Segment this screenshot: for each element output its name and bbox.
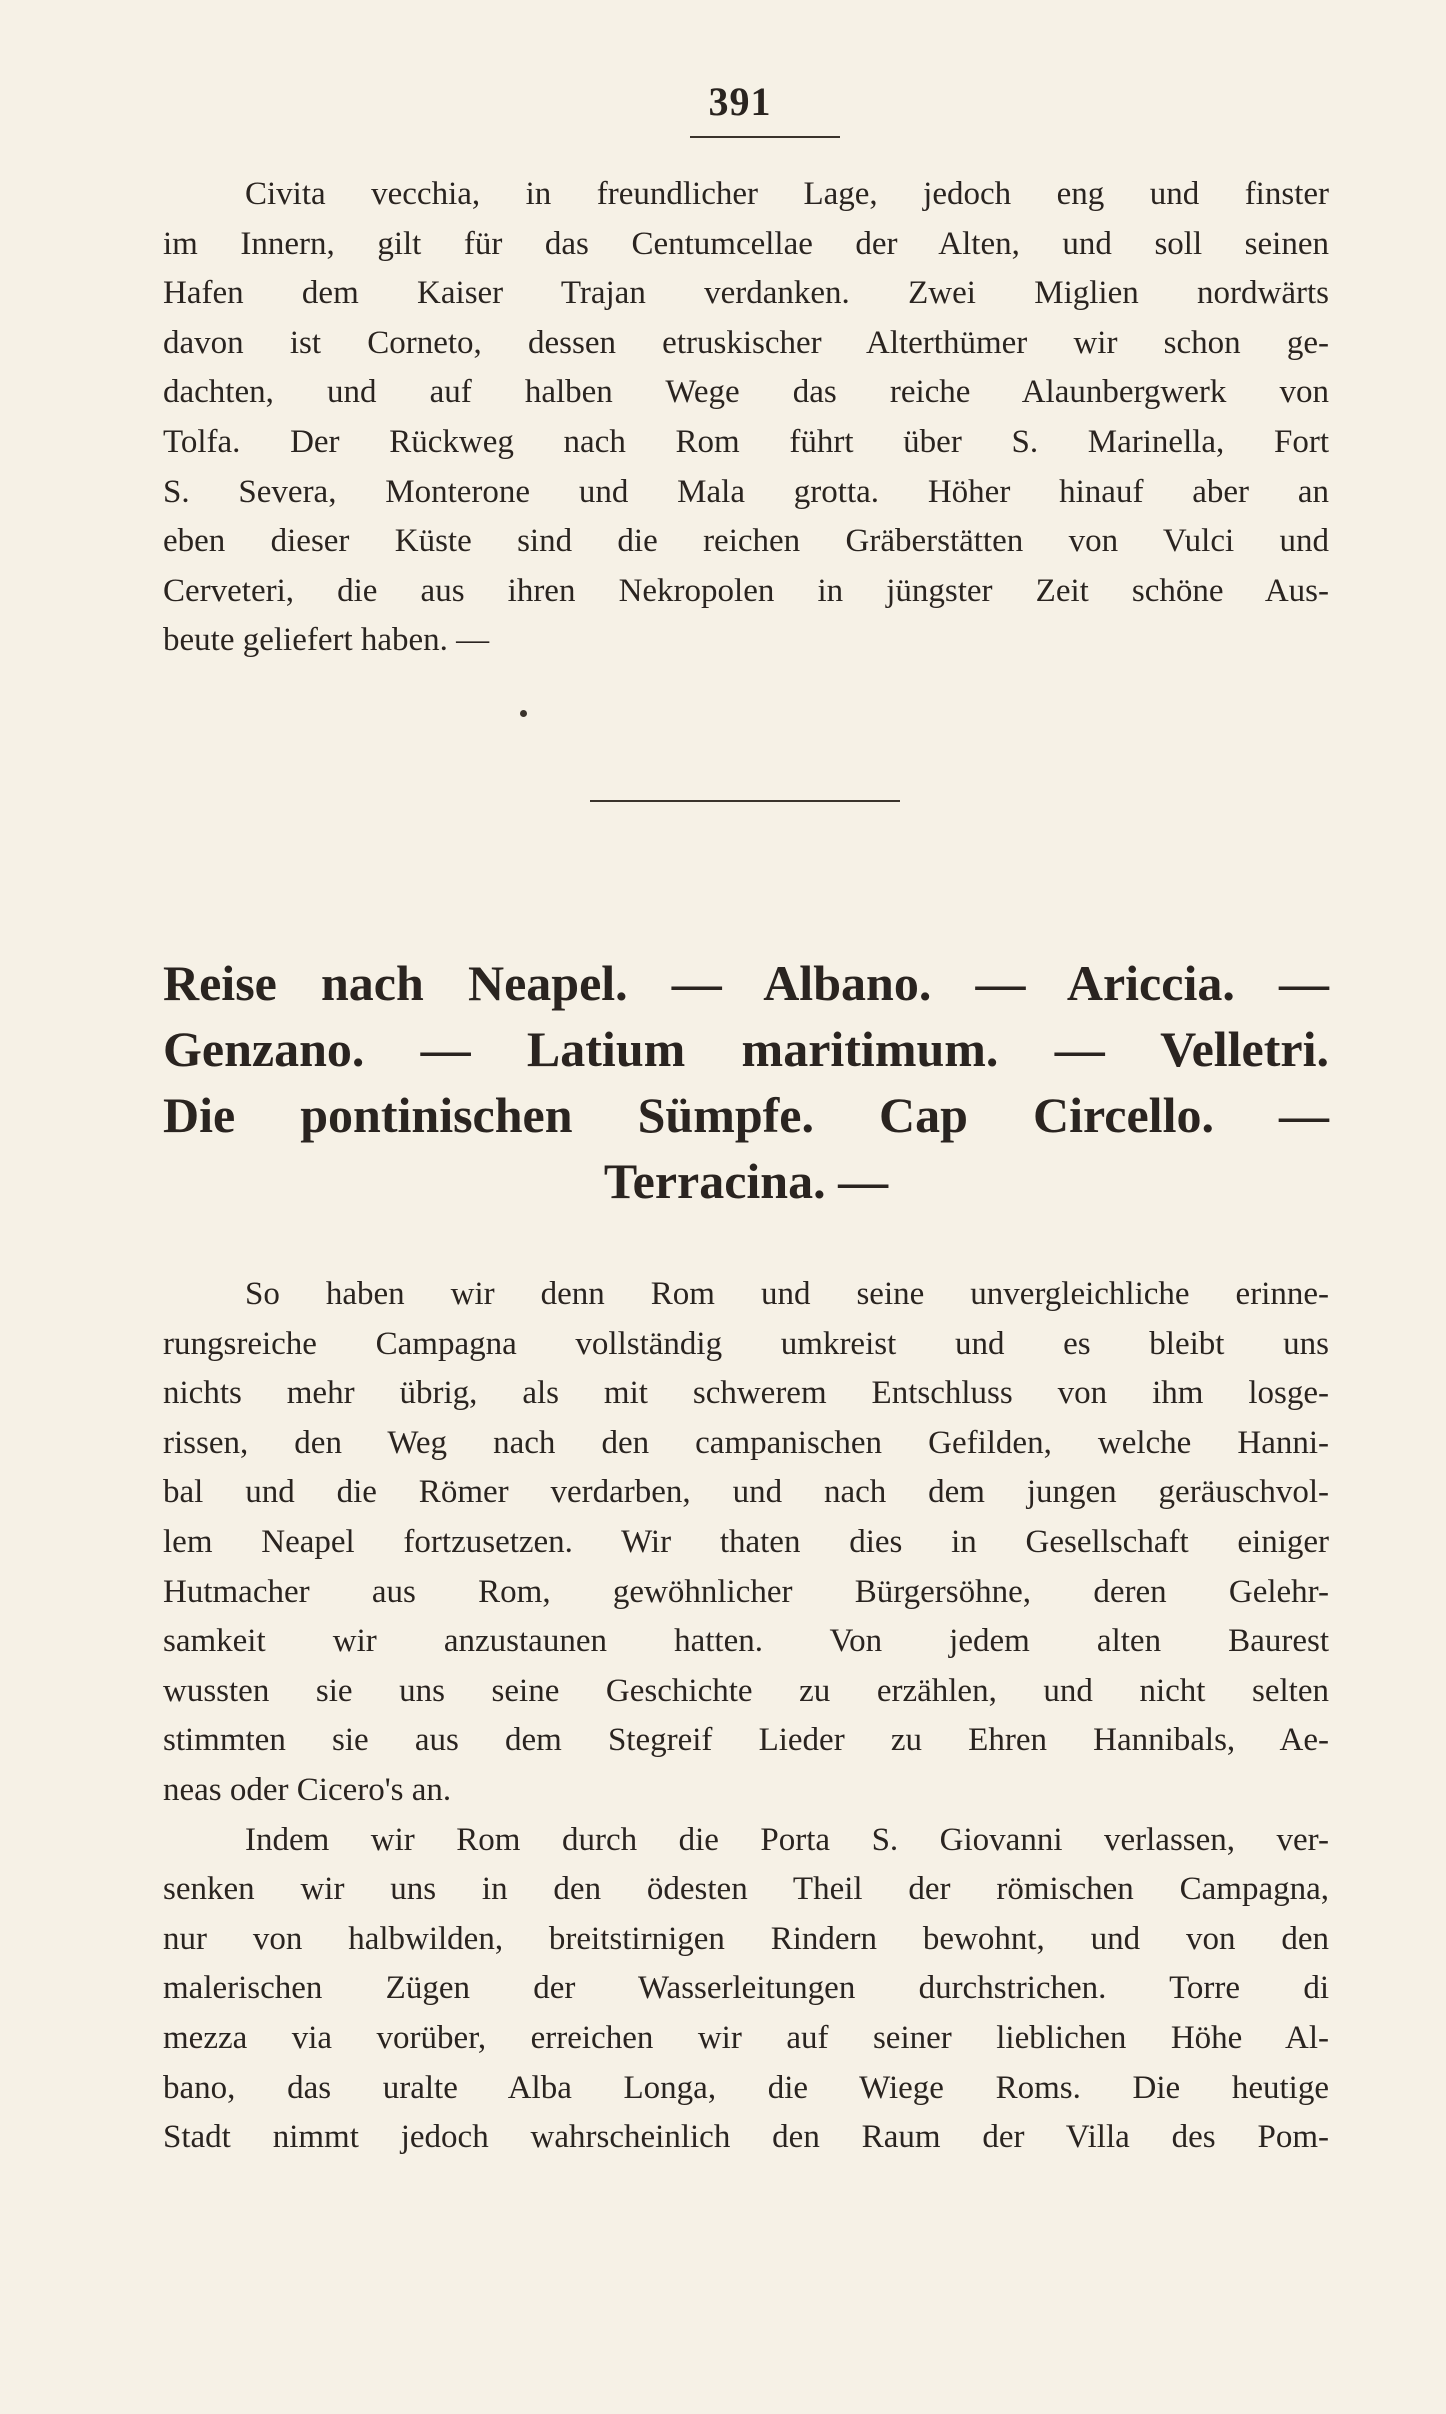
text-line: dachten, und auf halben Wege das reiche Alaunbergwerk von [163,374,1329,411]
text-line: malerischen Zügen der Wasserleitungen durchstrichen. Torre di [163,1970,1329,2007]
text-line: mezza via vorüber, erreichen wir auf seiner lieblichen Höhe Al- [163,2019,1329,2056]
text-line: Cerveteri, die aus ihren Nekropolen in jüngster Zeit schöne Aus- [163,572,1329,609]
heading-line: Reise nach Neapel. — Albano. — Ariccia. — [163,955,1329,1011]
page-number: 391 [708,79,772,124]
text-line: Hutmacher aus Rom, gewöhnlicher Bürgersöhne, deren Gelehr- [163,1573,1329,1610]
text-line: Indem wir Rom durch die Porta S. Giovanni verlassen, ver- [245,1821,1329,1858]
text-line: im Innern, gilt für das Centumcellae der Alten, und soll seinen [163,225,1329,262]
paragraph-civita-vecchia [163,170,1329,666]
text-line: Stadt nimmt jedoch wahrscheinlich den Raum der Villa des Pom- [163,2119,1329,2156]
text-line: Tolfa. Der Rückweg nach Rom führt über S. Marinella, Fort [163,423,1329,460]
text-line: S. Severa, Monterone und Mala grotta. Höher hinauf aber an [163,473,1329,510]
text-line: nichts mehr übrig, als mit schwerem Entschluss von ihm losge- [163,1375,1329,1412]
text-line: lem Neapel fortzusetzen. Wir thaten dies in Gesellschaft einiger [163,1523,1329,1560]
heading-line: Terracina. — [603,1153,889,1209]
heading-line: Die pontinischen Sümpfe. Cap Circello. — [163,1087,1329,1143]
text-line: senken wir uns in den ödesten Theil der römischen Campagna, [163,1871,1329,1908]
text-line: bano, das uralte Alba Longa, die Wiege Roms. Die heutige [163,2069,1329,2106]
text-line: beute geliefert haben. — [163,622,490,659]
text-line: bal und die Römer verdarben, und nach dem jungen geräuschvol- [163,1474,1329,1511]
text-line: nur von halbwilden, breitstirnigen Rindern bewohnt, und von den [163,1920,1329,1957]
heading-line: Genzano. — Latium maritimum. — Velletri. [163,1021,1329,1077]
divider-dot [520,710,527,717]
text-line: neas oder Cicero's an. [163,1771,452,1808]
text-line: davon ist Corneto, dessen etruskischer Alterthümer wir schon ge- [163,324,1329,361]
text-line: stimmten sie aus dem Stegreif Lieder zu Ehren Hannibals, Ae- [163,1722,1329,1759]
section-divider-rule [590,800,900,802]
text-line: So haben wir denn Rom und seine unvergleichliche erinne- [245,1276,1329,1312]
text-line: Hafen dem Kaiser Trajan verdanken. Zwei Miglien nordwärts [163,275,1329,312]
text-line: Civita vecchia, in freundlicher Lage, jedoch eng und finster [245,176,1329,212]
text-line: eben dieser Küste sind die reichen Gräberstätten von Vulci und [163,523,1329,560]
paragraph-reise-neapel [163,1270,1329,2163]
text-line: samkeit wir anzustaunen hatten. Von jedem alten Baurest [163,1623,1329,1660]
text-line: rissen, den Weg nach den campanischen Gefilden, welche Hanni- [163,1424,1329,1461]
chapter-heading [163,950,1329,1214]
text-line: rungsreiche Campagna vollständig umkreist und es bleibt uns [163,1325,1329,1362]
text-line: wussten sie uns seine Geschichte zu erzählen, und nicht selten [163,1672,1329,1709]
page-number-rule [690,136,840,138]
